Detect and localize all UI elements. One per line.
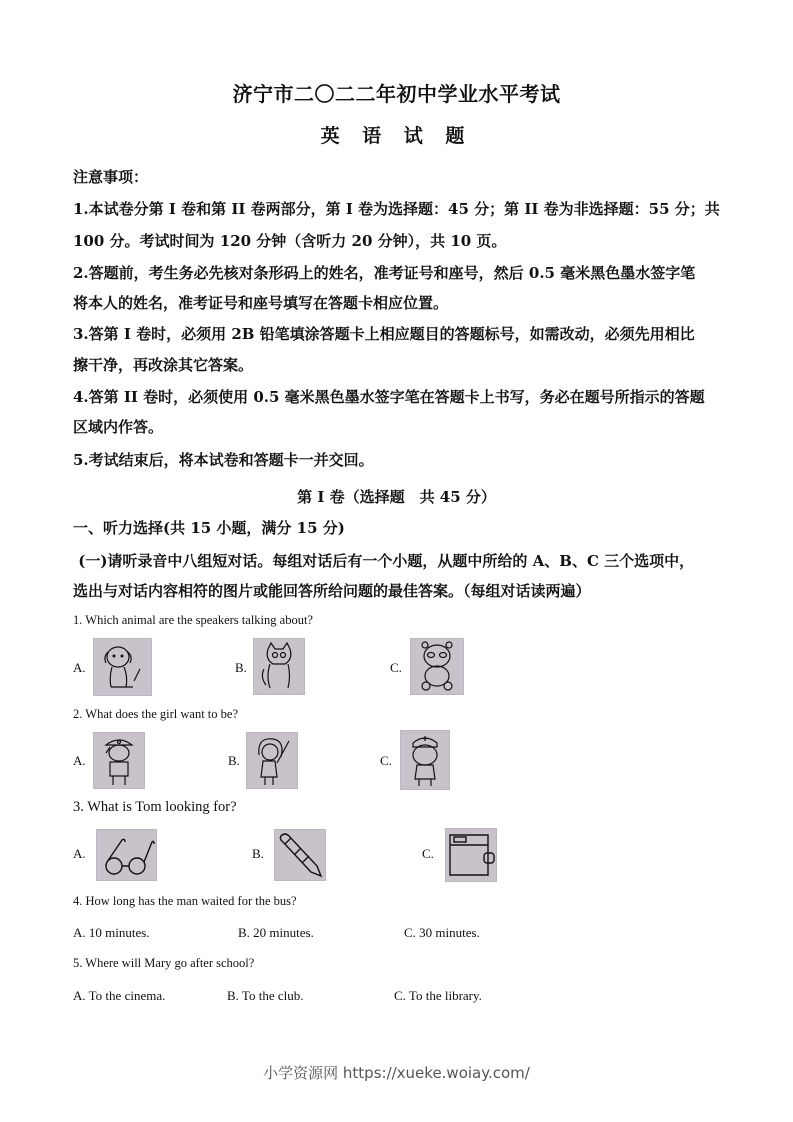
note-line: 区域内作答。 bbox=[73, 418, 164, 436]
nurse-picture[interactable] bbox=[400, 730, 450, 790]
note-line: 擦干净，再改涂其它答案。 bbox=[73, 356, 254, 374]
question-1-option-b-label: B. bbox=[235, 660, 247, 675]
wallet-icon bbox=[446, 829, 496, 881]
question-2-option-b-label: B. bbox=[228, 753, 240, 768]
note-line: 4.答第 II 卷时，必须使用 0.5 毫米黑色墨水签字笔在答题卡上书写，务必在题号所指示的答题 bbox=[73, 388, 705, 406]
question-5-text: 5. Where will Mary go after school? bbox=[73, 956, 255, 970]
question-1-option-c-label: C. bbox=[390, 660, 402, 675]
panda-picture[interactable] bbox=[410, 638, 464, 695]
question-3-option-c-label: C. bbox=[422, 846, 434, 861]
pen-icon bbox=[275, 830, 325, 880]
dog-icon bbox=[94, 639, 151, 695]
police-officer-picture[interactable] bbox=[93, 732, 145, 789]
question-4-option-c[interactable]: C. 30 minutes. bbox=[404, 925, 480, 940]
cat-picture[interactable] bbox=[253, 638, 305, 695]
question-3-option-b-label: B. bbox=[252, 846, 264, 861]
question-1-text: 1. Which animal are the speakers talking about? bbox=[73, 613, 313, 627]
exam-subtitle: 英 语 试 题 bbox=[320, 125, 473, 147]
question-2-option-a-label: A. bbox=[73, 753, 86, 768]
panda-icon bbox=[411, 639, 463, 694]
pen-picture[interactable] bbox=[274, 829, 326, 881]
cat-icon bbox=[254, 639, 304, 694]
dog-picture[interactable] bbox=[93, 638, 152, 696]
question-2-option-c-label: C. bbox=[380, 753, 392, 768]
note-line: 2.答题前，考生务必先核对条形码上的姓名，准考证号和座号，然后 0.5 毫米黑色墨水签字笔 bbox=[73, 264, 696, 282]
question-5-option-c[interactable]: C. To the library. bbox=[394, 988, 482, 1003]
glasses-icon bbox=[97, 830, 156, 880]
question-1-option-a-label: A. bbox=[73, 660, 86, 675]
note-line: 5.考试结束后，将本试卷和答题卡一并交回。 bbox=[73, 451, 374, 469]
part1-heading: 第 I 卷（选择题 共 45 分） bbox=[297, 488, 496, 506]
note-line: 1.本试卷分第 I 卷和第 II 卷两部分，第 I 卷为选择题：45 分；第 II 卷为非选择题：55 分；共 bbox=[73, 200, 720, 218]
question-2-text: 2. What does the girl want to be? bbox=[73, 707, 239, 721]
footer-watermark: 小学资源网 https://xueke.woiay.com/ bbox=[263, 1064, 530, 1082]
note-line: 3.答第 I 卷时，必须用 2B 铅笔填涂答题卡上相应题目的答题标号，如需改动，必须先用相比 bbox=[73, 325, 695, 343]
teacher-picture[interactable] bbox=[246, 732, 298, 789]
section-heading: 一、听力选择(共 15 小题，满分 15 分) bbox=[73, 519, 345, 537]
question-5-option-b[interactable]: B. To the club. bbox=[227, 988, 304, 1003]
instruction-line: 选出与对话内容相符的图片或能回答所给问题的最佳答案。（每组对话读两遍） bbox=[73, 582, 591, 600]
notes-heading: 注意事项： bbox=[73, 168, 149, 186]
note-line: 将本人的姓名，准考证号和座号填写在答题卡相应位置。 bbox=[73, 294, 449, 312]
question-3-option-a-label: A. bbox=[73, 846, 86, 861]
question-5-option-a[interactable]: A. To the cinema. bbox=[73, 988, 166, 1003]
question-4-option-a[interactable]: A. 10 minutes. bbox=[73, 925, 150, 940]
nurse-icon bbox=[401, 731, 449, 789]
police-officer-icon bbox=[94, 733, 144, 788]
wallet-picture[interactable] bbox=[445, 828, 497, 882]
glasses-picture[interactable] bbox=[96, 829, 157, 881]
note-line: 100 分。考试时间为 120 分钟（含听力 20 分钟），共 10 页。 bbox=[73, 232, 507, 250]
question-4-text: 4. How long has the man waited for the bus? bbox=[73, 894, 297, 908]
teacher-icon bbox=[247, 733, 297, 788]
exam-title: 济宁市二〇二二年初中学业水平考试 bbox=[232, 82, 561, 106]
instruction-line: (一)请听录音中八组短对话。每组对话后有一个小题，从题中所给的 A、B、C 三个选项中， bbox=[73, 552, 695, 570]
question-3-text: 3. What is Tom looking for? bbox=[73, 799, 237, 815]
question-4-option-b[interactable]: B. 20 minutes. bbox=[238, 925, 314, 940]
